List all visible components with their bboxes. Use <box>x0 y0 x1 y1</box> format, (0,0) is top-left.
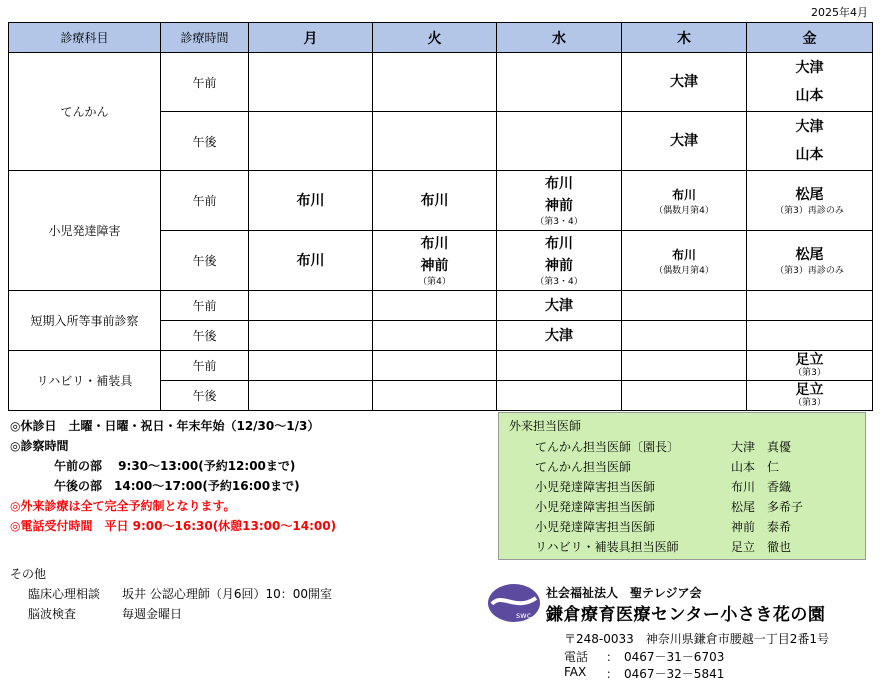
am-hours: 午前の部 9:30～13:00(予約12:00まで) <box>54 459 296 473</box>
cell-empty <box>497 351 622 381</box>
holiday-info: ◎休診日 土曜・日曜・祝日・年末年始（12/30～1/3） <box>10 419 320 433</box>
slot-pm: 午後 <box>161 381 249 411</box>
list-item: リハビリ・補装具担当医師 足立 徹也 <box>535 540 792 554</box>
cell-pediatric-pm-mon: 布川 <box>249 231 373 291</box>
table-row <box>9 351 873 381</box>
cell-empty <box>622 321 747 351</box>
schedule-table <box>8 22 873 411</box>
reservation-notice: ◎外来診療は全て完全予約制となります。 <box>10 499 236 513</box>
slot-pm: 午後 <box>161 112 249 171</box>
cell-empty <box>373 321 497 351</box>
cell-rehab-am-fri: 足立 （第3） <box>747 351 873 381</box>
fax-number: FAX ： 0467－32－5841 <box>564 665 725 681</box>
slot-am: 午前 <box>161 351 249 381</box>
svg-text:swc: swc <box>516 611 532 620</box>
cell-empty <box>497 381 622 411</box>
list-item: 小児発達障害担当医師 神前 泰希 <box>535 520 792 534</box>
table-row <box>9 171 873 231</box>
cell-empty <box>249 351 373 381</box>
slot-am: 午前 <box>161 171 249 231</box>
slot-pm: 午後 <box>161 231 249 291</box>
phone-hours: ◎電話受付時間 平日 9:00～16:30(休憩13:00～14:00) <box>10 519 337 533</box>
cell-short-stay-pm-wed: 大津 <box>497 321 622 351</box>
cell-empty <box>747 291 873 321</box>
table-header-row <box>9 23 873 53</box>
cell-empty <box>249 112 373 171</box>
cell-empty <box>497 53 622 112</box>
cell-empty <box>249 381 373 411</box>
table-row <box>9 53 873 112</box>
cell-pediatric-am-fri: 松尾 （第3）再診のみ <box>747 171 873 231</box>
clinic-info <box>10 416 490 536</box>
cell-empty <box>497 112 622 171</box>
header-dept: 診療科目 <box>9 23 161 53</box>
cell-epilepsy-am-thu: 大津 <box>622 53 747 112</box>
list-item: 脳波検査 毎週金曜日 <box>28 607 183 621</box>
cell-epilepsy-am-fri: 大津 山本 <box>747 53 873 112</box>
slot-am: 午前 <box>161 53 249 112</box>
cell-empty <box>249 53 373 112</box>
header-mon: 月 <box>249 23 373 53</box>
cell-pediatric-pm-tue: 布川 神前 （第4） <box>373 231 497 291</box>
dept-pediatric: 小児発達障害 <box>9 171 161 291</box>
dept-epilepsy: てんかん <box>9 53 161 171</box>
pm-hours: 午後の部 14:00～17:00(予約16:00まで) <box>54 479 300 493</box>
dept-rehab: リハビリ・補装具 <box>9 351 161 411</box>
list-item: 臨床心理相談 坂井 公認心理師（月6回）10：00開室 <box>28 587 332 601</box>
list-item: 小児発達障害担当医師 松尾 多希子 <box>535 500 804 514</box>
cell-pediatric-am-tue: 布川 <box>373 171 497 231</box>
cell-pediatric-pm-wed: 布川 神前 （第3・4） <box>497 231 622 291</box>
cell-epilepsy-pm-thu: 大津 <box>622 112 747 171</box>
cell-empty <box>622 291 747 321</box>
other-title: その他 <box>10 567 47 581</box>
doctor-list-box <box>498 412 866 560</box>
cell-pediatric-pm-fri: 松尾 （第3）再診のみ <box>747 231 873 291</box>
address: 〒248-0033 神奈川県鎌倉市腰越一丁目2番1号 <box>564 632 830 646</box>
cell-empty <box>622 381 747 411</box>
cell-pediatric-pm-thu: 布川 （偶数月第4） <box>622 231 747 291</box>
cell-empty <box>373 351 497 381</box>
doctor-list-title: 外来担当医師 <box>509 419 582 433</box>
cell-empty <box>373 112 497 171</box>
header-tue: 火 <box>373 23 497 53</box>
cell-pediatric-am-mon: 布川 <box>249 171 373 231</box>
cell-empty <box>373 291 497 321</box>
cell-empty <box>373 53 497 112</box>
cell-rehab-pm-fri: 足立 （第3） <box>747 381 873 411</box>
organization-info <box>486 582 876 682</box>
other-section <box>10 564 490 624</box>
header-thu: 木 <box>622 23 747 53</box>
list-item: 小児発達障害担当医師 布川 香織 <box>535 480 792 494</box>
cell-epilepsy-pm-fri: 大津 山本 <box>747 112 873 171</box>
dept-short-stay: 短期入所等事前診察 <box>9 291 161 351</box>
header-time: 診療時間 <box>161 23 249 53</box>
cell-empty <box>747 321 873 351</box>
header-wed: 水 <box>497 23 622 53</box>
slot-pm: 午後 <box>161 321 249 351</box>
cell-empty <box>622 351 747 381</box>
cell-empty <box>249 291 373 321</box>
hours-title: ◎診察時間 <box>10 439 69 453</box>
cell-pediatric-am-thu: 布川 （偶数月第4） <box>622 171 747 231</box>
list-item: てんかん担当医師 山本 仁 <box>535 460 780 474</box>
header-fri: 金 <box>747 23 873 53</box>
cell-empty <box>249 321 373 351</box>
list-item: てんかん担当医師〔園長〕 大津 真優 <box>535 440 792 454</box>
center-name: 鎌倉療育医療センター小さき花の園 <box>546 605 826 625</box>
cell-short-stay-am-wed: 大津 <box>497 291 622 321</box>
schedule-date: 2025年4月 <box>811 6 868 19</box>
cell-pediatric-am-wed: 布川 神前 （第3・4） <box>497 171 622 231</box>
table-row <box>9 291 873 321</box>
phone-number: 電話 ： 0467－31－6703 <box>564 650 725 664</box>
slot-am: 午前 <box>161 291 249 321</box>
cell-empty <box>373 381 497 411</box>
corporation-name: 社会福祉法人 聖テレジア会 <box>546 586 702 600</box>
organization-logo <box>486 582 542 624</box>
